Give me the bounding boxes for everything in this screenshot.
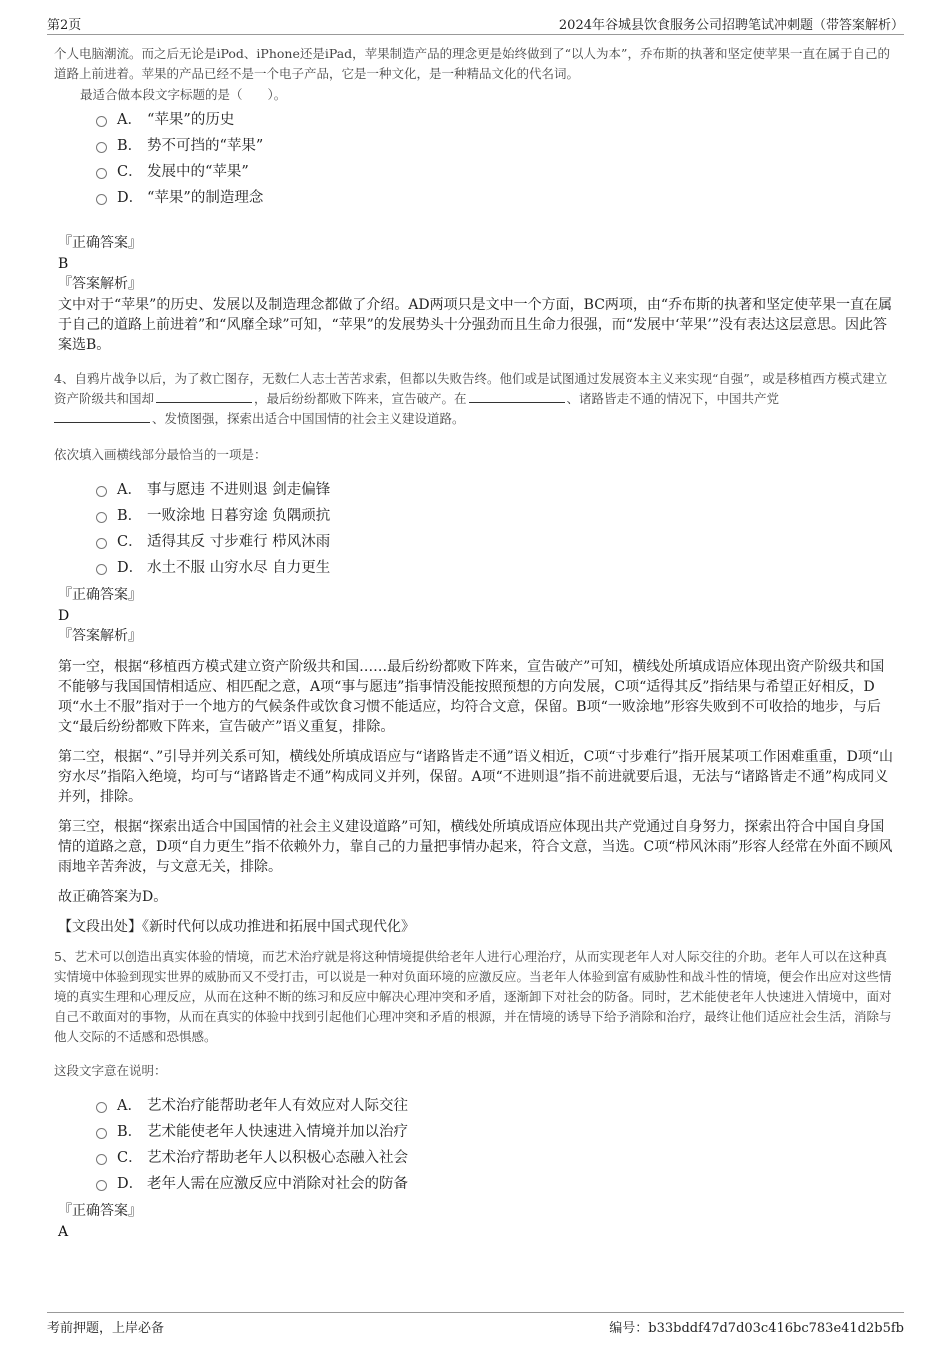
q4-analysis-4: 故正确答案为D。 bbox=[58, 889, 168, 905]
radio-icon[interactable] bbox=[96, 564, 107, 575]
radio-icon[interactable] bbox=[96, 1102, 107, 1113]
q3-answer-label: 『正确答案』 bbox=[58, 235, 142, 251]
q4-question: 依次填入画横线部分最恰当的一项是： bbox=[54, 447, 267, 462]
q3-question: 最适合做本段文字标题的是（ ）。 bbox=[80, 87, 287, 102]
q4-answer-label: 『正确答案』 bbox=[58, 587, 142, 603]
radio-icon[interactable] bbox=[96, 538, 107, 549]
q3-analysis: 文中对于“苹果”的历史、发展以及制造理念都做了介绍。AD两项只是文中一个方面，BC两项，由“乔布斯的执著和坚定使苹果一直在属于自己的道路上前进着”和“风靡全球”可知，“苹果”的发展势头十分强劲而且生命力很强，而“发展中‘苹果’”没有表达这层意思。因此答案选B。 bbox=[58, 297, 893, 353]
radio-icon[interactable] bbox=[96, 512, 107, 523]
q4-option-c[interactable]: C． 适得其反 寸步难行 栉风沐雨 bbox=[96, 529, 896, 555]
blank-line bbox=[469, 390, 565, 403]
blank-line bbox=[156, 390, 252, 403]
q4-analysis-2: 第二空，根据“、”引导并列关系可知，横线处所填成语应与“诸路皆走不通”语义相近，C项“寸步难行”指开展某项工作困难重重，D项“山穷水尽”指陷入绝境，均可与“诸路皆走不通”构成同义并列，保留。A项“不进则退”指不前进就要后退，无法与“诸路皆走不通”构成同义并列，排除。 bbox=[58, 749, 894, 805]
q4-analysis-label: 『答案解析』 bbox=[58, 628, 142, 644]
q4-analysis-1: 第一空，根据“移植西方模式建立资产阶级共和国……最后纷纷都败下阵来，宣告破产”可知，横线处所填成语应体现出资产阶级共和国不能够与我国国情相适应、相匹配之意，A项“事与愿违”指事情没能按照预想的方向发展，C项“适得其反”指结果与希望正好相反，D项“水土不服”指对于一个地方的气候条件或饮食习惯不能适应，均符合文意，保留。B项“一败涂地”形容失败到不可收拾的地步，与后文“最后纷纷都败下阵来，宣告破产”语义重复，排除。 bbox=[58, 659, 885, 735]
q4-option-a[interactable]: A． 事与愿违 不进则退 剑走偏锋 bbox=[96, 477, 896, 503]
q5-passage: 5、艺术可以创造出真实体验的情境，而艺术治疗就是将这种情境提供给老年人进行心理治疗，从而实现老年人对人际交往的介助。老年人可以在这种真实情境中体验到现实世界的威胁而又不受打击，可以说是一种对负面环境的应激反应。当老年人体验到富有威胁性和战斗性的情境，便会作出应对这些情境的真实生理和心理反应，从而在这种不断的练习和反应中解决心理冲突和矛盾，逐渐卸下对社会的防备。同时，艺术能使老年人快速进入情境中，面对自己不敢面对的事物，从而在真实的体验中找到引起他们心理冲突和矛盾的根源，并在情境的诱导下给予消除和治疗，最终让他们适应社会生活，消除与他人交际的不适感和恐惧感。 bbox=[54, 949, 892, 1044]
radio-icon[interactable] bbox=[96, 168, 107, 179]
q4-options bbox=[96, 477, 896, 581]
q3-passage: 个人电脑潮流。而之后无论是iPod、iPhone还是iPad，苹果制造产品的理念更是始终做到了“以人为本”，乔布斯的执著和坚定使苹果一直在属于自己的道路上前进着。苹果的产品已经不是一个电子产品，它是一种文化，是一种精品文化的代名词。 bbox=[54, 46, 890, 81]
radio-icon[interactable] bbox=[96, 116, 107, 127]
document-title: 2024年谷城县饮食服务公司招聘笔试冲刺题（带答案解析） bbox=[558, 18, 904, 33]
radio-icon[interactable] bbox=[96, 194, 107, 205]
q5-answer: A bbox=[58, 1224, 69, 1240]
q4-answer: D bbox=[58, 608, 70, 624]
radio-icon[interactable] bbox=[96, 486, 107, 497]
page-header bbox=[47, 12, 904, 35]
q5-option-b[interactable]: B． 艺术能使老年人快速进入情境并加以治疗 bbox=[96, 1119, 896, 1145]
page-number: 第2页 bbox=[47, 18, 82, 33]
radio-icon[interactable] bbox=[96, 1128, 107, 1139]
q3-answer: B bbox=[58, 256, 69, 272]
q4-option-d[interactable]: D． 水土不服 山穷水尽 自力更生 bbox=[96, 555, 896, 581]
q4-option-b[interactable]: B． 一败涂地 日暮穷途 负隅顽抗 bbox=[96, 503, 896, 529]
q3-option-b[interactable]: B． 势不可挡的“苹果” bbox=[96, 133, 896, 159]
q3-analysis-label: 『答案解析』 bbox=[58, 276, 142, 292]
q3-options bbox=[96, 107, 896, 211]
radio-icon[interactable] bbox=[96, 1180, 107, 1191]
blank-line bbox=[54, 410, 150, 423]
radio-icon[interactable] bbox=[96, 142, 107, 153]
q5-question: 这段文字意在说明： bbox=[54, 1063, 167, 1078]
q3-option-c[interactable]: C． 发展中的“苹果” bbox=[96, 159, 896, 185]
q5-option-d[interactable]: D． 老年人需在应激反应中消除对社会的防备 bbox=[96, 1171, 896, 1197]
q5-option-a[interactable]: A． 艺术治疗能帮助老年人有效应对人际交往 bbox=[96, 1093, 896, 1119]
q4-source: 【文段出处】《新时代何以成功推进和拓展中国式现代化》 bbox=[58, 919, 415, 935]
page-content bbox=[54, 44, 896, 1242]
q3-option-d[interactable]: D． “苹果”的制造理念 bbox=[96, 185, 896, 211]
page-footer bbox=[47, 1312, 904, 1343]
radio-icon[interactable] bbox=[96, 1154, 107, 1165]
q5-option-c[interactable]: C． 艺术治疗帮助老年人以积极心态融入社会 bbox=[96, 1145, 896, 1171]
q4-passage: 4、自鸦片战争以后，为了救亡图存，无数仁人志士苦苦求索，但都以失败告终。他们或是试图通过发展资本主义来实现“自强”，或是移植西方模式建立资产阶级共和国却 ，最后纷纷都败下阵来，宣告破产。在 、诸路皆走不通的情况下，中国共产党 、发愤图强，探索出适合中国国情的社会主义建设道路。 bbox=[54, 371, 888, 426]
footer-slogan: 考前押题，上岸必备 bbox=[47, 1321, 165, 1336]
q5-options bbox=[96, 1093, 896, 1197]
document-code: 编号：b33bddf47d7d03c416bc783e41d2b5fb bbox=[609, 1321, 904, 1336]
q4-analysis-3: 第三空，根据“探索出适合中国国情的社会主义建设道路”可知，横线处所填成语应体现出共产党通过自身努力，探索出符合中国自身国情的道路之意，D项“自力更生”指不依赖外力，靠自己的力量把事情办起来，符合文意，当选。C项“栉风沐雨”形容人经常在外面不顾风雨地辛苦奔波，与文意无关，排除。 bbox=[58, 819, 893, 875]
q5-answer-label: 『正确答案』 bbox=[58, 1203, 142, 1219]
q3-option-a[interactable]: A． “苹果”的历史 bbox=[96, 107, 896, 133]
